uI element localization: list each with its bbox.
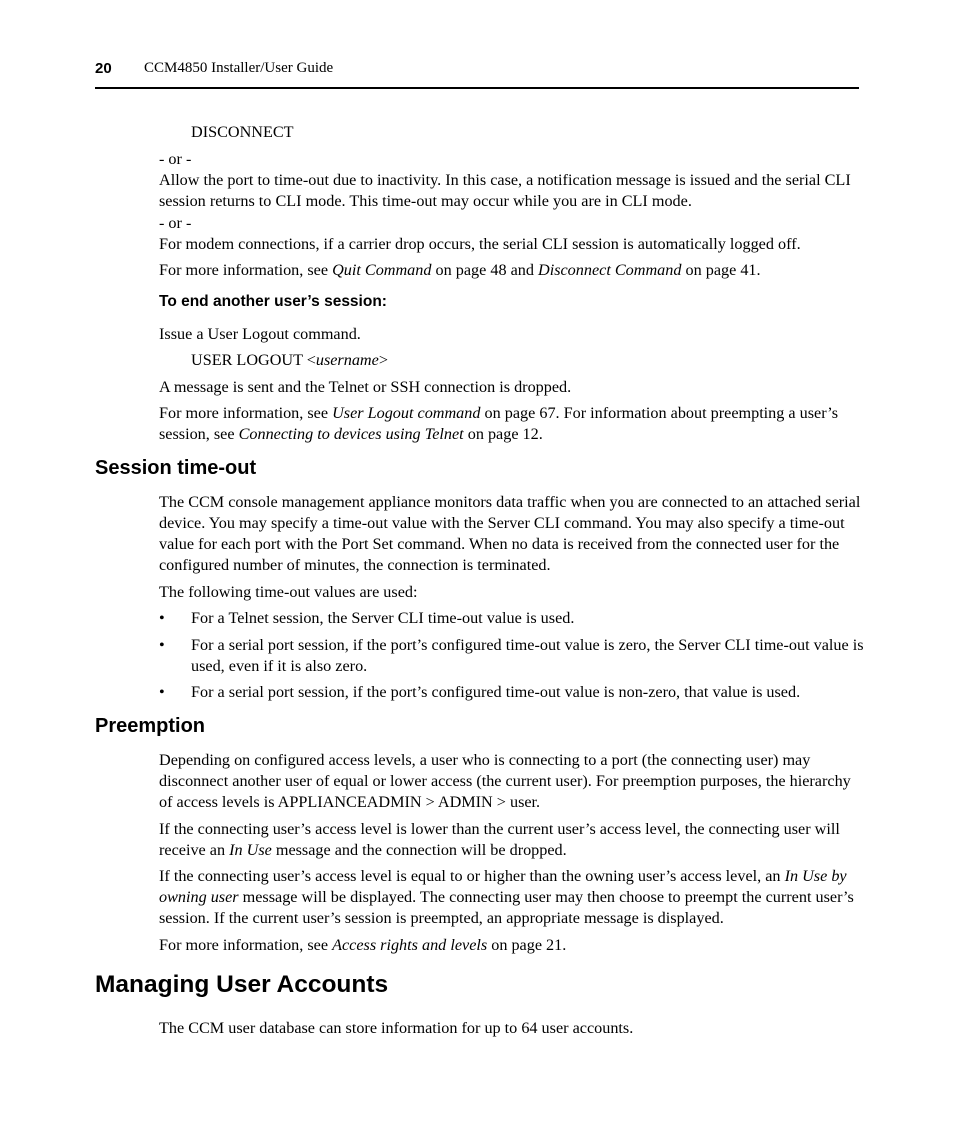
cross-reference-link[interactable]: User Logout command [332, 404, 481, 422]
text-span: For more information, see [159, 936, 333, 954]
managing-paragraph: The CCM user database can store information for up to 64 user accounts. [159, 1019, 634, 1037]
more-info-paragraph [159, 403, 864, 445]
command-argument: username [315, 351, 379, 369]
disconnect-command: DISCONNECT [191, 123, 294, 141]
modem-paragraph: For modem connections, if a carrier drop occurs, the serial CLI session is automatically logged off. [159, 235, 801, 253]
session-timeout-paragraph: The CCM console management appliance monitors data traffic when you are connected to an attached serial device. You may specify a time-out value with the Server CLI command. You may also specify a time-out value for each port with the Port Set command. When no data is received from the connected user for the configured number of minutes, the connection is terminated. [159, 493, 861, 574]
section-heading-session-timeout: Session time-out [95, 457, 257, 479]
timeout-values-intro: The following time-out values are used: [159, 583, 418, 601]
preemption-lower-paragraph [159, 819, 864, 861]
cross-reference-link[interactable]: Access rights and levels [332, 936, 488, 954]
more-info-paragraph [159, 935, 864, 956]
list-item-text: For a serial port session, if the port’s configured time-out value is zero, the Server CLI time-out value is used, even if it is also zero. [191, 636, 864, 675]
chapter-heading-managing-user-accounts: Managing User Accounts [95, 971, 389, 998]
bullet-mark: • [159, 609, 165, 627]
message-name: In Use by owning user [159, 867, 847, 906]
text-span: For more information, see [159, 261, 333, 279]
document-title: CCM4850 Installer/User Guide [144, 60, 334, 76]
text-span: If the connecting user’s access level is lower than the current user’s access level, the connecting user will receive an [159, 820, 840, 859]
list-item-text: For a serial port session, if the port’s configured time-out value is non-zero, that value is used. [191, 683, 801, 701]
user-logout-command [191, 350, 388, 371]
cross-reference-link[interactable]: Quit Command [332, 261, 432, 279]
message-name: In Use [229, 841, 272, 859]
text-span: on page 21. [487, 936, 567, 954]
list-item-text: For a Telnet session, the Server CLI time-out value is used. [191, 609, 575, 627]
text-span: message and the connection will be dropped. [271, 841, 567, 859]
text-span: For more information, see [159, 404, 333, 422]
text-span: message will be displayed. The connecting user may then choose to preempt the current user’s session. If the current user’s session is preempted, an appropriate message is displayed. [159, 888, 854, 927]
cross-reference-link[interactable]: Connecting to devices using Telnet [238, 425, 464, 443]
text-span: > [378, 351, 388, 369]
page-header [95, 58, 859, 89]
or-separator: - or - [159, 214, 192, 232]
text-span: on page 12. [463, 425, 543, 443]
text-span: on page 41. [681, 261, 761, 279]
bullet-mark: • [159, 636, 165, 654]
bullet-mark: • [159, 683, 165, 701]
preemption-higher-paragraph [159, 866, 864, 929]
more-info-paragraph [159, 260, 864, 281]
procedure-heading: To end another user’s session: [159, 293, 387, 310]
text-span: USER LOGOUT < [191, 351, 316, 369]
preemption-paragraph: Depending on configured access levels, a user who is connecting to a port (the connecting user) may disconnect another user of equal or lower access (the current user). For preemption purposes, the hierarchy of access levels is APPLIANCEADMIN > ADMIN > user. [159, 751, 851, 811]
or-separator: - or - [159, 150, 192, 168]
message-paragraph: A message is sent and the Telnet or SSH connection is dropped. [159, 378, 572, 396]
text-span: on page 48 and [431, 261, 539, 279]
section-heading-preemption: Preemption [95, 715, 206, 737]
text-span: on page 67. For information about preempting a user’s session, see [159, 404, 839, 443]
timeout-paragraph: Allow the port to time-out due to inactivity. In this case, a notification message is issued and the serial CLI session returns to CLI mode. This time-out may occur while you are in CLI mode. [159, 171, 851, 210]
page-number: 20 [95, 60, 112, 77]
issue-paragraph: Issue a User Logout command. [159, 325, 361, 343]
cross-reference-link[interactable]: Disconnect Command [538, 261, 682, 279]
text-span: If the connecting user’s access level is equal to or higher than the owning user’s access level, an [159, 867, 785, 885]
